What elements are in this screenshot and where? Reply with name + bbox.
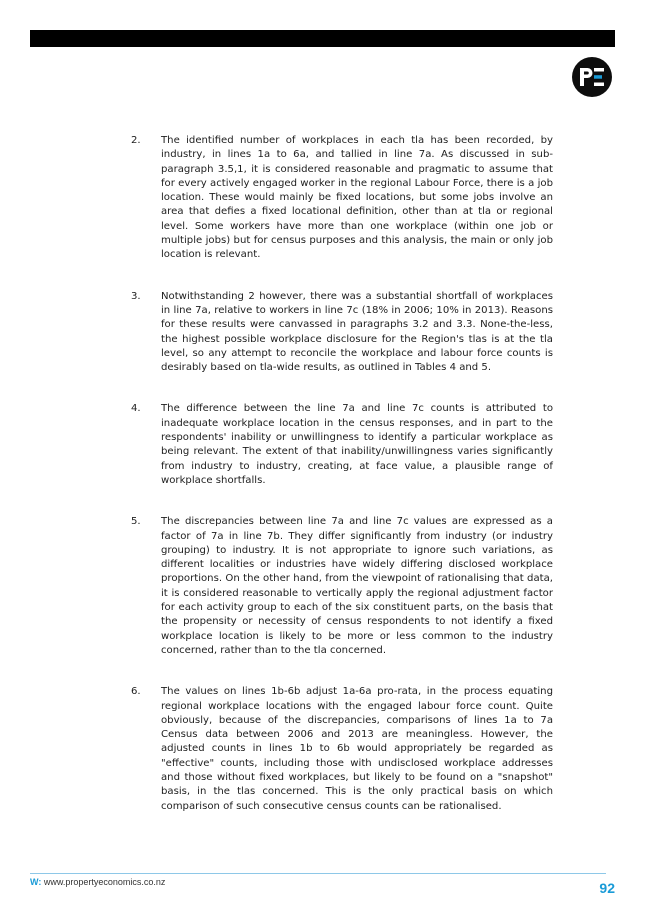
item-text: The values on lines 1b-6b adjust 1a-6a pro-rata, in the process equating regional workplace locations with the engaged labour force count. Quite obviously, because of the discrepancies, comparisons of lines 1a to 7a Census data between 2006 and 2013 are meaningless. However, the adjusted counts in lines 1b to 6b would appropriately be regarded as "effective" counts, including those with undisclosed workplace addresses and those without fixed workplaces, but likely to be found on a "snapshot" basis, in the tlas concerned. This is the only practical basis on which comparison of such consecutive census counts can be rationalised. bbox=[161, 686, 553, 812]
list-item bbox=[131, 134, 553, 263]
website-link[interactable]: www.propertyeconomics.co.nz bbox=[43, 877, 166, 887]
list-item bbox=[131, 685, 553, 814]
footer-website[interactable] bbox=[30, 877, 165, 887]
list-item bbox=[131, 290, 553, 376]
list-item bbox=[131, 402, 553, 488]
page-number: 92 bbox=[599, 880, 615, 896]
item-text: The difference between the line 7a and line 7c counts is attributed to inadequate workplace location in the census responses, and in part to the respondents' inability or unwillingness to identify a particular workplace as being relevant. The extent of that inability/unwillingness varies significantly from industry to industry, creating, at face value, a plausible range of workplace shortfalls. bbox=[161, 403, 553, 486]
numbered-list bbox=[131, 134, 553, 814]
web-prefix: W: bbox=[30, 877, 42, 887]
item-text: The discrepancies between line 7a and line 7c values are expressed as a factor of 7a in line 7b. They differ significantly from industry (or industry grouping) to industry. It is not appropriate to ignore such variations, as different localities or industries have widely differing disclosed workplace proportions. On the other hand, from the viewpoint of rationalising that data, it is considered reasonable to vertically apply the regional adjustment factor for each activity group to each of the six constituent parts, on the basis that the propensity or necessity of census respondents to not identify a fixed workplace location is likely to be more or less common to the industry concerned, rather than to the tla concerned. bbox=[161, 516, 553, 656]
item-number: 3. bbox=[131, 290, 141, 302]
header-bar bbox=[30, 30, 615, 47]
item-number: 4. bbox=[131, 403, 141, 415]
item-number: 6. bbox=[131, 686, 141, 698]
list-item bbox=[131, 515, 553, 658]
footer-divider bbox=[30, 873, 606, 874]
item-number: 5. bbox=[131, 516, 141, 528]
item-text: The identified number of workplaces in each tla has been recorded, by industry, in lines 1a to 6a, and tallied in line 7a. As discussed in sub-paragraph 3.5,1, it is considered reasonable and pragmatic to assume that for every actively engaged worker in the regional Labour Force, there is a job location. These would mainly be fixed locations, but some jobs involve an area that defies a fixed locational definition, other than at tla or regional level. Some workers have more than one workplace (within one job or multiple jobs) but for census purposes and this analysis, the main or only job location is relevant. bbox=[161, 135, 553, 261]
item-number: 2. bbox=[131, 135, 141, 146]
pe-logo-icon bbox=[572, 57, 612, 97]
item-text: Notwithstanding 2 however, there was a substantial shortfall of workplaces in line 7a, relative to workers in line 7c (18% in 2006; 10% in 2013). Reasons for these results were canvassed in paragraphs 3.2 and 3.3. None-the-less, the highest possible workplace disclosure for the Region's tlas is at the tla level, so any attempt to reconcile the workplace and labour force counts is desirably based on tla-wide results, as outlined in Tables 4 and 5. bbox=[161, 290, 553, 374]
